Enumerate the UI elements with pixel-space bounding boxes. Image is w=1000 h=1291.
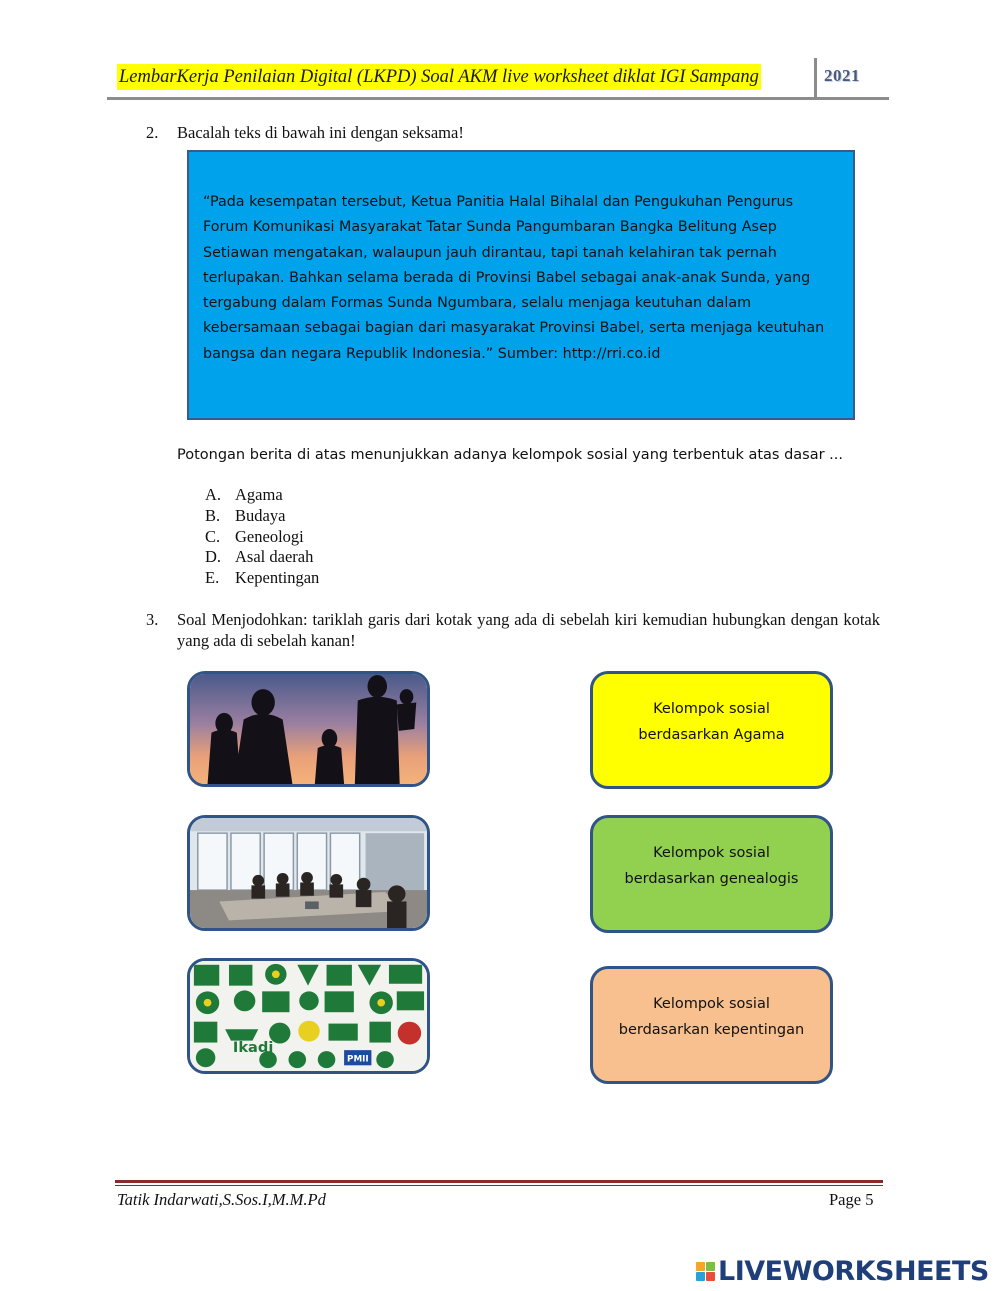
option-letter: D.: [205, 547, 222, 567]
organization-logos-graphic: [190, 961, 427, 1071]
question-2-instruction: Bacalah teks di bawah ini dengan seksama!: [177, 123, 464, 142]
header-year: 2021: [824, 66, 860, 85]
option-a[interactable]: [205, 485, 319, 506]
family-silhouette-graphic: [190, 674, 427, 784]
answer-line-2: berdasarkan Agama: [638, 727, 785, 743]
question-2-number: 2.: [146, 123, 159, 142]
passage-line: Forum Komunikasi Masyarakat Tatar Sunda Pangumbaran Bangka Belitung Asep: [203, 219, 777, 236]
option-text: Agama: [235, 485, 283, 504]
answer-box-kepentingan[interactable]: [590, 966, 833, 1084]
passage-line: kebersamaan sebagai bagian dari masyarakat Provinsi Babel, serta menjaga keutuhan: [203, 320, 825, 337]
passage-line: terlupakan. Bahkan selama berada di Provinsi Babel sebagai anak-anak Sunda, yang: [203, 269, 811, 286]
pmii-logo-text: PMII: [347, 1054, 369, 1065]
option-text: Budaya: [235, 505, 286, 525]
question-2-prompt: Potongan berita di atas menunjukkan adanya kelompok sosial yang terbentuk atas dasar ...: [177, 447, 844, 463]
passage-box: [187, 150, 855, 420]
liveworksheets-logo-icon: [696, 1262, 715, 1281]
meeting-room-graphic: [190, 818, 427, 928]
organization-logos-image[interactable]: [187, 958, 430, 1074]
answer-box-genealogis[interactable]: [590, 815, 833, 933]
option-d[interactable]: [205, 547, 319, 568]
option-letter: E.: [205, 568, 220, 588]
footer-author: Tatik Indarwati,S.Sos.I,M.M.Pd: [117, 1190, 326, 1209]
option-letter: B.: [205, 505, 221, 525]
passage-line: “Pada kesempatan tersebut, Ketua Panitia Halal Bihalal dan Pengukuhan Pengurus: [203, 194, 794, 210]
answer-line-2: berdasarkan genealogis: [624, 871, 799, 887]
footer-rule: [115, 1180, 883, 1183]
page-number: Page 5: [829, 1190, 874, 1209]
option-b[interactable]: [205, 506, 319, 527]
answer-line-1: Kelompok sosial: [653, 996, 770, 1012]
passage-line: tergabung dalam Formas Sunda Ngumbara, selalu menjaga keutuhan dalam: [203, 295, 752, 312]
option-text: Geneologi: [235, 526, 304, 546]
question-3-text: Soal Menjodohkan: tariklah garis dari kotak yang ada di sebelah kiri kemudian hubungkan dengan kotak yang ada di sebelah kanan!: [177, 610, 880, 650]
answer-line-1: Kelompok sosial: [653, 701, 770, 717]
header-rule: [107, 97, 889, 100]
header-divider: [814, 58, 817, 98]
question-3-number: 3.: [146, 610, 159, 629]
option-letter: C.: [205, 526, 221, 546]
answer-box-agama[interactable]: [590, 671, 833, 789]
meeting-room-image[interactable]: [187, 815, 430, 931]
answer-line-2: berdasarkan kepentingan: [618, 1022, 805, 1038]
option-c[interactable]: [205, 527, 319, 548]
option-e[interactable]: [205, 568, 319, 589]
ikadi-logo-text: Ikadi: [232, 1040, 274, 1056]
passage-text: [203, 190, 843, 367]
family-silhouette-image[interactable]: [187, 671, 430, 787]
liveworksheets-brand[interactable]: [696, 1256, 989, 1287]
brand-name: LIVEWORKSHEETS: [718, 1256, 989, 1287]
option-text: Kepentingan: [235, 568, 320, 588]
option-text: Asal daerah: [235, 547, 314, 567]
option-letter: A.: [205, 485, 222, 504]
footer-rule-thin: [115, 1185, 883, 1186]
header-title: LembarKerja Penilaian Digital (LKPD) Soal AKM live worksheet diklat IGI Sampang: [117, 64, 761, 90]
answer-line-1: Kelompok sosial: [653, 845, 770, 861]
answer-options: [205, 485, 319, 589]
passage-line: Setiawan mengatakan, walaupun jauh dirantau, tapi tanah kelahiran tak pernah: [203, 244, 777, 261]
passage-line: bangsa dan negara Republik Indonesia.” Sumber: http://rri.co.id: [203, 345, 661, 362]
